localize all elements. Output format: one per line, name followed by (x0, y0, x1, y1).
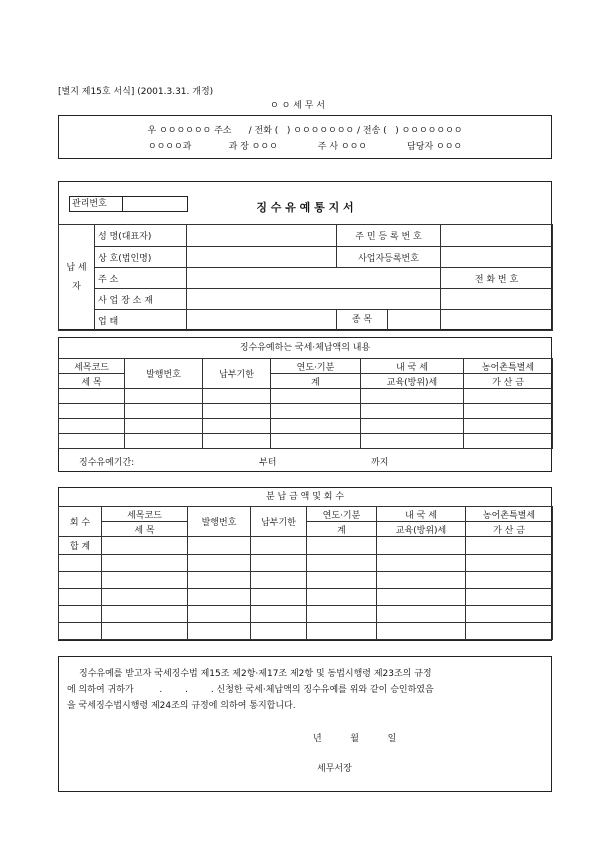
cell-input[interactable] (102, 572, 188, 589)
signer-title: 세무서장 (317, 764, 352, 774)
tax-office-name: ㅇ ㅇ 세 무 서 (270, 101, 325, 111)
cell-input[interactable] (203, 419, 271, 434)
cell-input[interactable] (102, 623, 188, 640)
trade-name-field[interactable] (187, 247, 337, 268)
col-national-tax: 내 국 세 (377, 507, 466, 522)
col-year-period: 연도·기분 (271, 359, 361, 374)
cell-input[interactable] (203, 389, 271, 404)
col-tax-code: 세목코드 (59, 359, 125, 374)
cell-input[interactable] (102, 555, 188, 572)
col-issue-no: 발행번호 (125, 359, 203, 389)
cell-input[interactable] (59, 434, 125, 449)
item-cell (337, 310, 441, 331)
statement-line-3: 을 국세징수법시행령 제24조의 규정에 의하여 통지합니다. (67, 701, 296, 711)
cell-input[interactable] (307, 572, 377, 589)
cell-input[interactable] (188, 555, 251, 572)
item-label: 종 목 (337, 310, 388, 330)
cell-input[interactable] (188, 572, 251, 589)
site-label: 사 업 장 소 재 (95, 289, 187, 310)
cell-input[interactable] (361, 434, 464, 449)
cell-input[interactable] (125, 434, 203, 449)
brn-label: 사업자등록번호 (337, 247, 441, 268)
col-tax-item: 세 목 (102, 522, 188, 537)
cell-input[interactable] (361, 419, 464, 434)
cell-input[interactable] (307, 555, 377, 572)
cell-input[interactable] (377, 606, 466, 623)
cell-input[interactable] (188, 623, 251, 640)
table-row (59, 589, 553, 606)
col-education-tax: 교육(방위)세 (377, 522, 466, 537)
deferral-table (58, 358, 553, 449)
cell-input[interactable] (188, 537, 251, 555)
cell-input[interactable] (125, 404, 203, 419)
col-due-date: 납부기한 (251, 507, 307, 537)
col-national-tax: 내 국 세 (361, 359, 464, 374)
cell-input[interactable] (307, 606, 377, 623)
table-row (59, 572, 553, 589)
period-from-label: 부터 (259, 458, 277, 468)
cell-input[interactable] (251, 623, 307, 640)
period-to-label: 까지 (371, 458, 389, 468)
installment-box (58, 487, 552, 641)
table-row (59, 389, 553, 404)
cell-input[interactable] (271, 404, 361, 419)
cell-input[interactable] (307, 537, 377, 555)
contact-line-1: 우 ㅇㅇㅇㅇㅇㅇ 주소 / 전화 ( ) ㅇㅇㅇㅇㅇㅇㅇ / 전송 ( ) ㅇㅇㅇㅇㅇㅇㅇ (147, 126, 463, 136)
cell-input[interactable] (59, 389, 125, 404)
cell-input[interactable] (377, 623, 466, 640)
table-row (59, 555, 553, 572)
cell-input[interactable] (251, 555, 307, 572)
cell-input[interactable] (125, 389, 203, 404)
item-field-extra[interactable] (441, 310, 553, 331)
cell-input[interactable] (361, 404, 464, 419)
table-row (59, 606, 553, 623)
cell-input[interactable] (466, 537, 553, 555)
cell-input[interactable] (271, 389, 361, 404)
business-field[interactable] (187, 310, 337, 331)
cell-input[interactable] (464, 434, 553, 449)
cell-input[interactable] (466, 589, 553, 606)
cell-input[interactable] (271, 434, 361, 449)
col-due-date: 납부기한 (203, 359, 271, 389)
cell-input[interactable] (251, 537, 307, 555)
cell-input[interactable] (102, 606, 188, 623)
deferral-box (58, 337, 552, 472)
statement-line-2: 에 의하여 귀하가 . . . 신청한 국세·체납액의 징수유예를 위와 같이 승인하였음 (67, 685, 434, 695)
address-field[interactable] (187, 268, 441, 289)
cell-input[interactable] (464, 404, 553, 419)
cell-input[interactable] (307, 589, 377, 606)
cell-input[interactable] (59, 623, 102, 640)
cell-input[interactable] (361, 389, 464, 404)
cell-input[interactable] (377, 589, 466, 606)
cell-input[interactable] (251, 589, 307, 606)
mgmt-no-label: 관리번호 (72, 199, 107, 209)
table-row (59, 419, 553, 434)
phone-label: 전 화 번 호 (441, 268, 553, 289)
col-rural-tax: 농어촌특별세 (466, 507, 553, 522)
cell-input[interactable] (203, 404, 271, 419)
taxpayer-label: 납 세 자 (59, 225, 95, 331)
contact-box (58, 115, 552, 159)
cell-input[interactable] (102, 537, 188, 555)
col-tax-code: 세목코드 (102, 507, 188, 522)
table-row (59, 537, 553, 555)
address-label: 주 소 (95, 268, 187, 289)
sum-label: 합 계 (59, 537, 102, 555)
contact-line-2: ㅇㅇㅇㅇ과 과 장 ㅇㅇㅇ 주 사 ㅇㅇㅇ 담당자 ㅇㅇㅇ (147, 142, 463, 152)
col-surcharge: 가 산 금 (466, 522, 553, 537)
col-count: 회 수 (59, 507, 102, 537)
cell-input[interactable] (102, 589, 188, 606)
cell-input[interactable] (377, 572, 466, 589)
name-label: 성 명(대표자) (95, 225, 187, 247)
form-reference: [별지 제15호 서식] (2001.3.31. 개정) (58, 87, 214, 97)
statement-box (58, 656, 552, 792)
site-field[interactable] (187, 289, 441, 310)
cell-input[interactable] (251, 606, 307, 623)
table-row (59, 404, 553, 419)
cell-input[interactable] (466, 623, 553, 640)
cell-input[interactable] (466, 555, 553, 572)
business-label: 업 태 (95, 310, 187, 331)
col-total: 계 (307, 522, 377, 537)
col-rural-tax: 농어촌특별세 (464, 359, 553, 374)
col-tax-item: 세 목 (59, 374, 125, 389)
col-total: 계 (271, 374, 361, 389)
cell-input[interactable] (466, 606, 553, 623)
item-field[interactable] (388, 310, 440, 330)
cell-input[interactable] (59, 555, 102, 572)
installment-table (58, 506, 553, 640)
cell-input[interactable] (377, 537, 466, 555)
col-year-period: 연도·기분 (307, 507, 377, 522)
cell-input[interactable] (59, 419, 125, 434)
cell-input[interactable] (251, 572, 307, 589)
cell-input[interactable] (466, 572, 553, 589)
cell-input[interactable] (59, 589, 102, 606)
col-issue-no: 발행번호 (188, 507, 251, 537)
cell-input[interactable] (307, 623, 377, 640)
phone-field[interactable] (441, 289, 553, 310)
cell-input[interactable] (59, 606, 102, 623)
cell-input[interactable] (125, 419, 203, 434)
cell-input[interactable] (59, 572, 102, 589)
cell-input[interactable] (59, 404, 125, 419)
notice-title: 징 수 유 예 통 지 서 (256, 201, 354, 214)
taxpayer-table (58, 224, 553, 331)
table-row (59, 623, 553, 640)
rrn-label: 주 민 등 록 번 호 (337, 225, 441, 247)
cell-input[interactable] (188, 606, 251, 623)
table-row (59, 434, 553, 449)
notice-date: 년 월 일 (313, 734, 397, 744)
cell-input[interactable] (188, 589, 251, 606)
name-field[interactable] (187, 225, 337, 247)
cell-input[interactable] (464, 419, 553, 434)
deferral-section-title: 징수유예하는 국세·체납액의 내용 (239, 343, 371, 353)
installment-section-title: 분 납 금 액 및 회 수 (265, 492, 345, 502)
statement-line-1: 징수유예를 받고자 국세징수법 제15조 제2항·제17조 제2항 및 동법시행령 제23조의 규정 (79, 669, 432, 679)
col-education-tax: 교육(방위)세 (361, 374, 464, 389)
cell-input[interactable] (203, 434, 271, 449)
cell-input[interactable] (377, 555, 466, 572)
col-surcharge: 가 산 금 (464, 374, 553, 389)
cell-input[interactable] (464, 389, 553, 404)
notice-box (58, 181, 552, 330)
deferral-period-label: 징수유예기간: (79, 458, 135, 468)
brn-field[interactable] (441, 247, 553, 268)
trade-name-label: 상 호(법인명) (95, 247, 187, 268)
cell-input[interactable] (271, 419, 361, 434)
rrn-field[interactable] (441, 225, 553, 247)
